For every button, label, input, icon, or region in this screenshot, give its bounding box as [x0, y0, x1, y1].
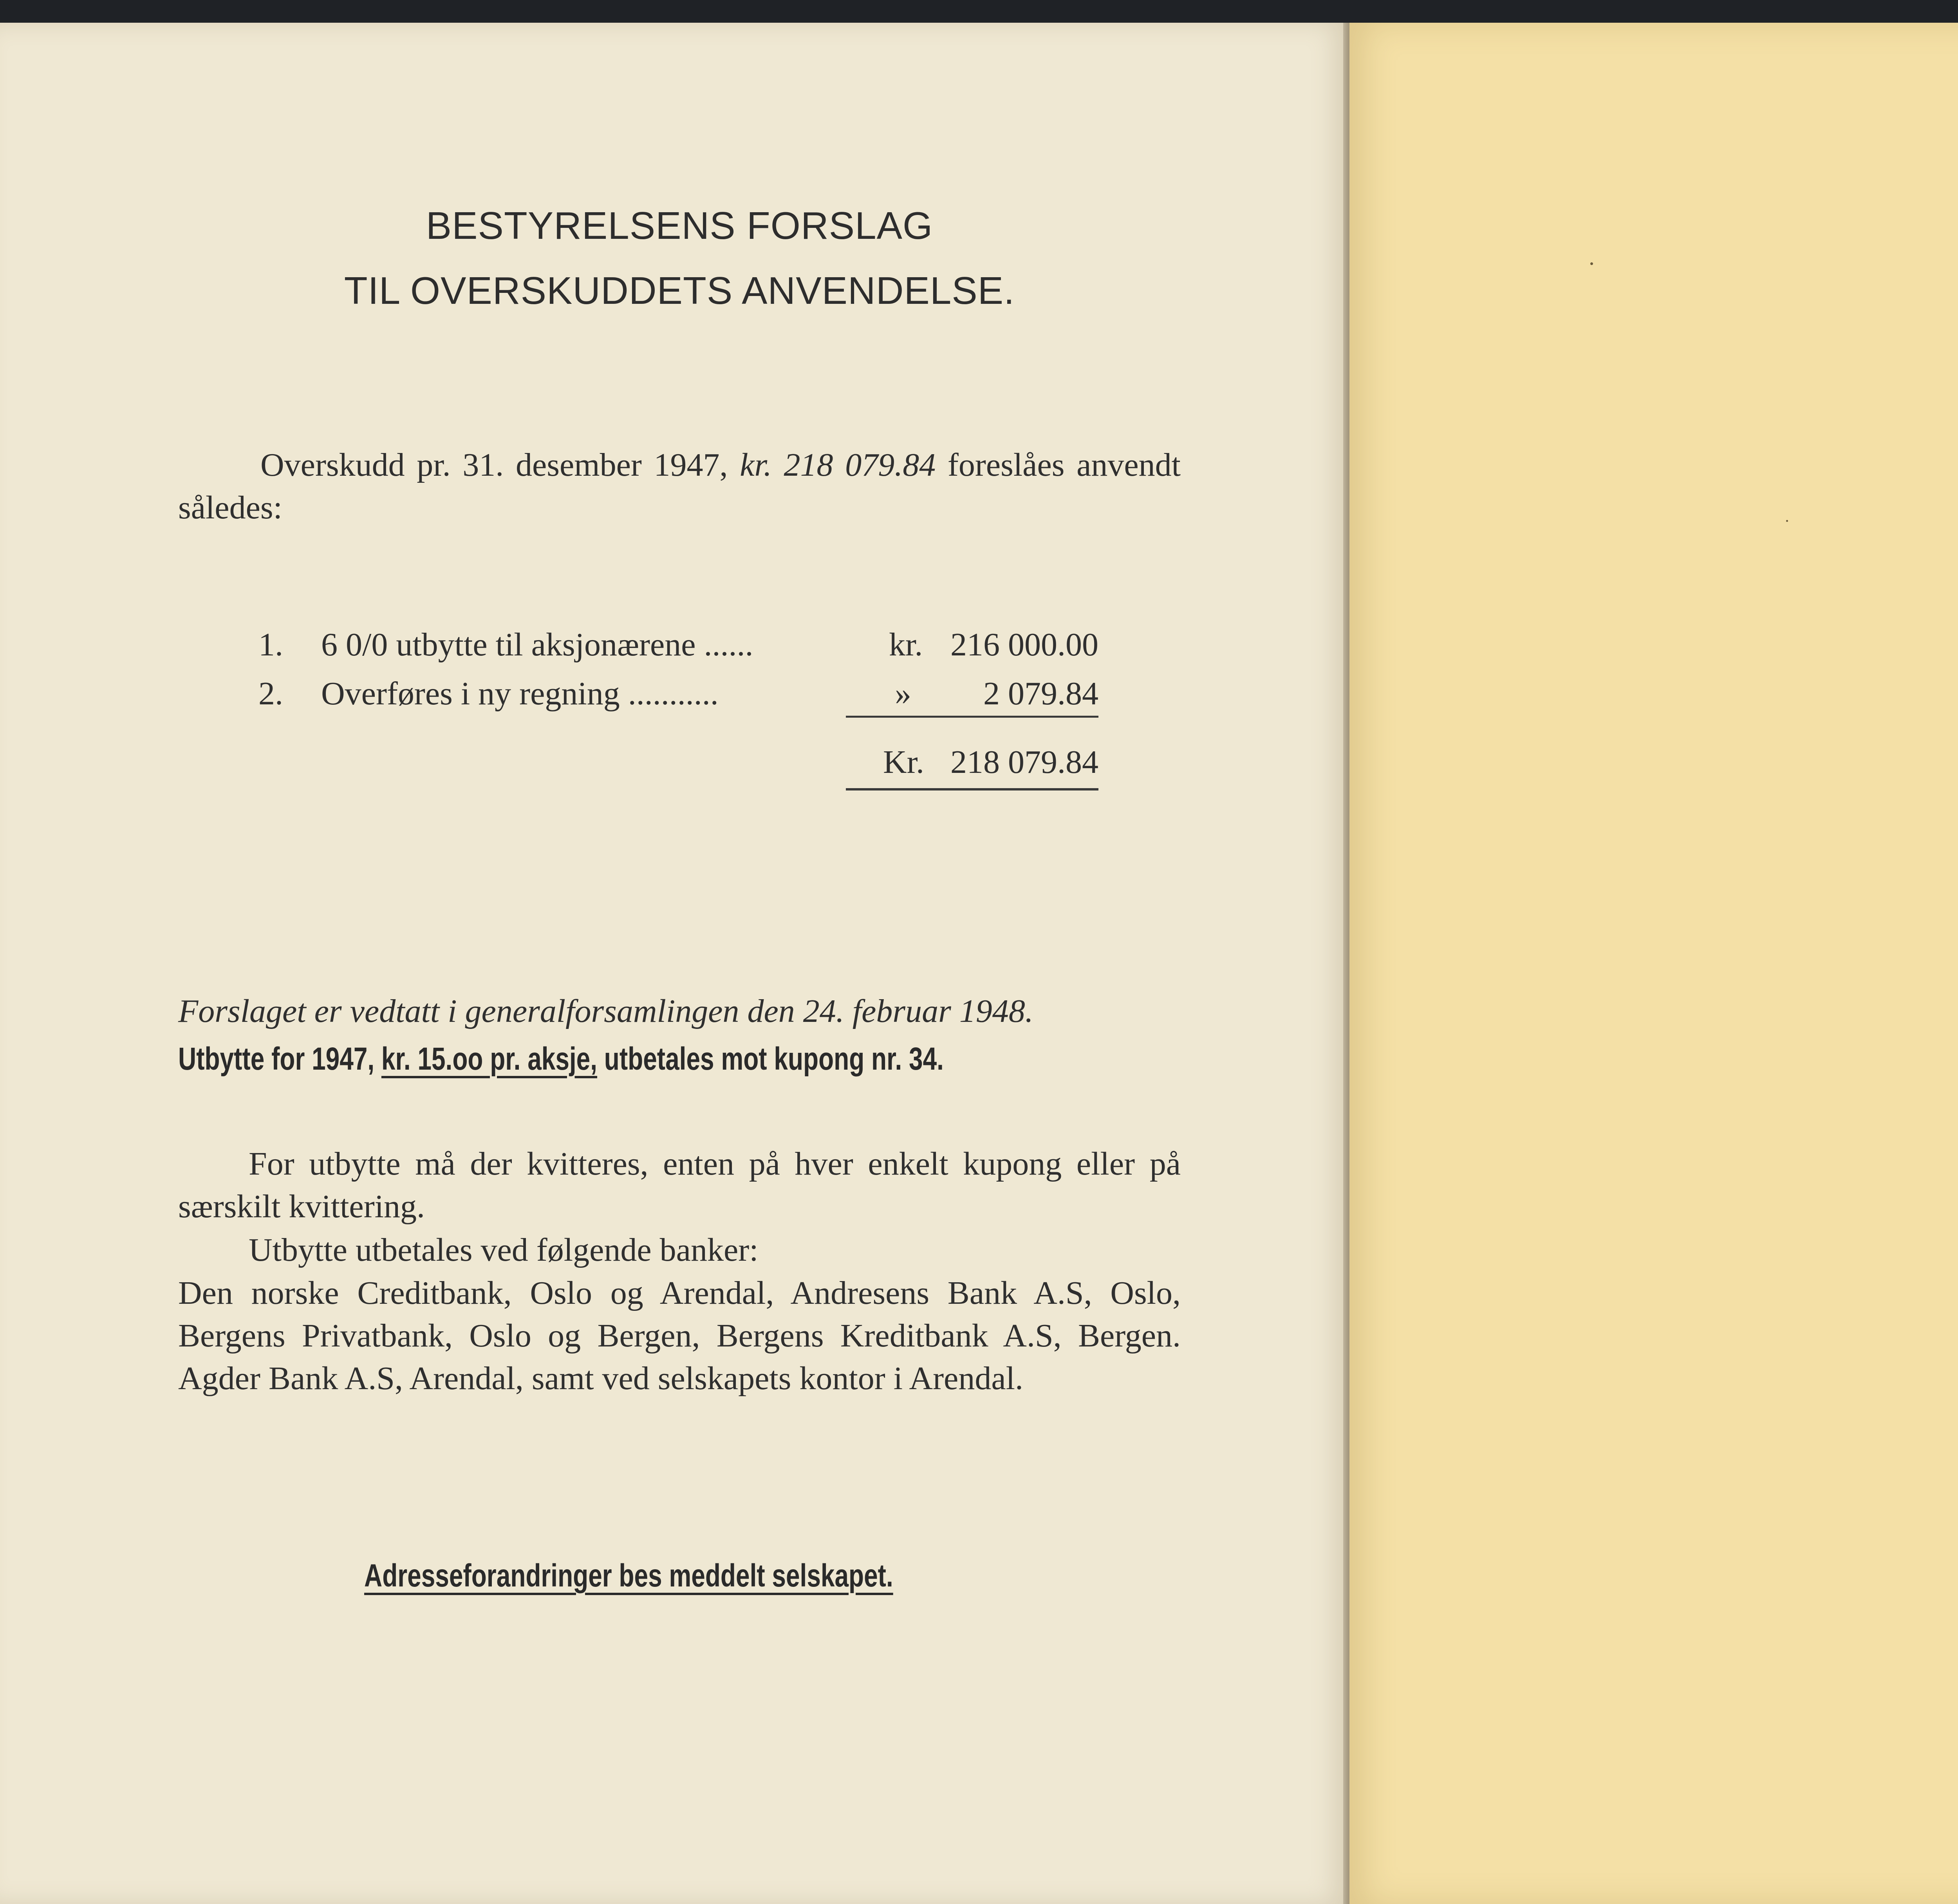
subtotal-rule [846, 716, 1098, 718]
right-page [1349, 23, 1958, 1904]
item-1-label: 6 0/0 utbytte til aksjonærene ...... [321, 626, 753, 663]
title-line-1: BESTYRELSENS FORSLAG [426, 204, 933, 247]
paper-speck [1786, 520, 1788, 522]
total-currency: Kr. [883, 744, 924, 780]
dividend-text-1: Utbytte for 1947, [178, 1041, 381, 1077]
dividend-text-2: utbetales mot kupong nr. 34. [597, 1041, 944, 1077]
item-2-amount: 2 079.84 [983, 675, 1098, 712]
item-2-number: 2. [258, 675, 283, 712]
item-1-amount: 216 000.00 [950, 626, 1098, 663]
intro-amount: kr. 218 079.84 [740, 447, 936, 483]
left-page [0, 23, 1349, 1904]
paper-speck [1590, 262, 1593, 265]
total-rule [846, 788, 1098, 790]
item-1-number: 1. [258, 626, 283, 663]
banks-list: Den norske Creditbank, Oslo og Arendal, Andresens Bank A.S, Oslo, Bergens Privatbank, Oslo og Bergen, Bergens Kreditbank A.S, Bergen. Agder Bank A.S, Arendal, samt ved selskapets kontor i Arendal. [178, 1275, 1181, 1397]
item-1-currency: kr. [889, 626, 923, 663]
address-notice: Adresseforandringer bes meddelt selskapet. [364, 1558, 893, 1594]
dividend-line [178, 1041, 944, 1077]
item-2-label: Overføres i ny regning ........... [321, 675, 719, 712]
resolution-text: Forslaget er vedtatt i generalforsamlingen den 24. februar 1948. [178, 993, 1033, 1029]
intro-paragraph [178, 444, 1181, 529]
receipt-note: For utbytte må der kvitteres, enten på hver enkelt kupong eller på særskilt kvittering. [178, 1146, 1181, 1225]
dividend-amount: kr. 15.oo pr. aksje, [381, 1041, 598, 1077]
total-amount: 218 079.84 [950, 744, 1098, 780]
title-line-2: TIL OVERSKUDDETS ANVENDELSE. [344, 269, 1015, 312]
intro-text-2: foreslåes anvendt således: [178, 447, 1181, 526]
item-2-currency: » [895, 675, 911, 712]
intro-text-1: Overskudd pr. 31. desember 1947, [260, 447, 740, 483]
banks-intro: Utbytte utbetales ved følgende banker: [249, 1232, 759, 1268]
